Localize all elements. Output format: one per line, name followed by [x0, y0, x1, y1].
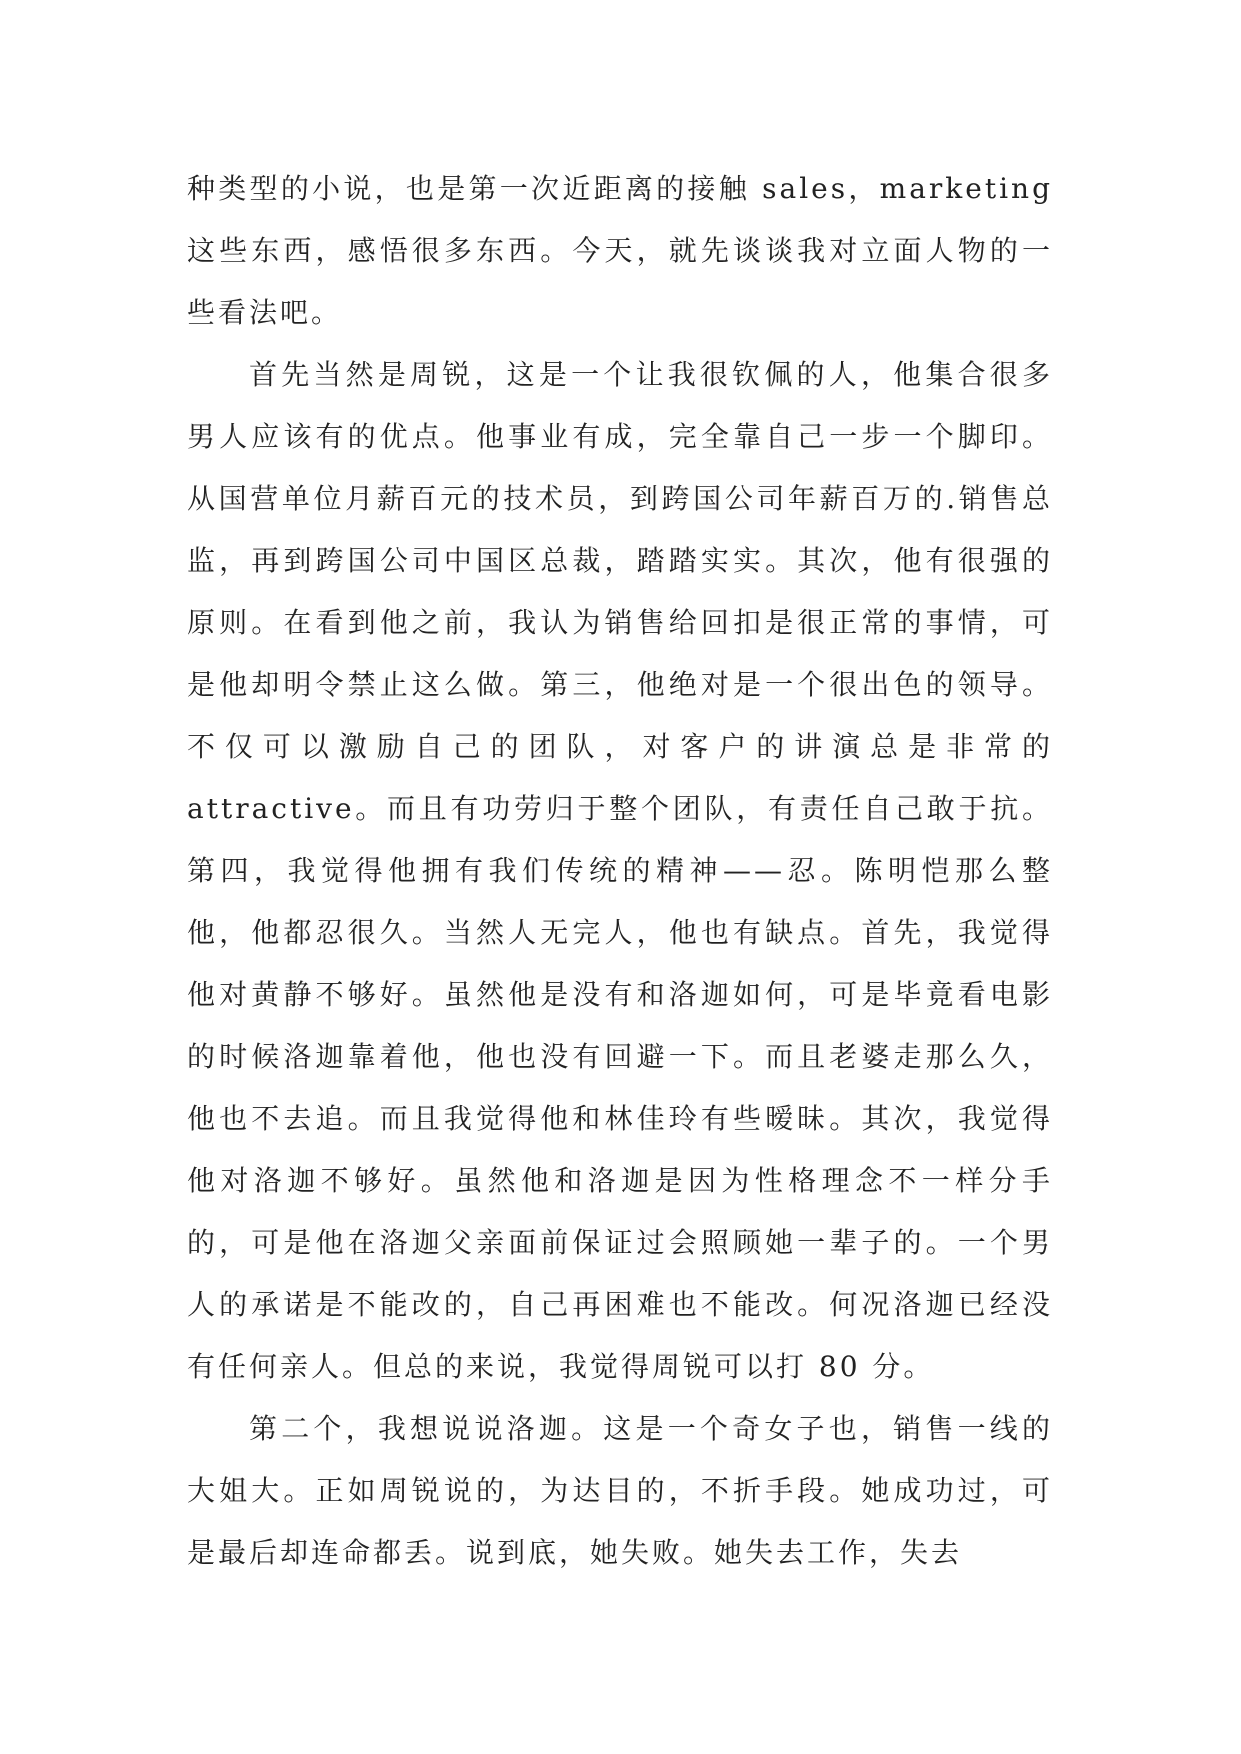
paragraph-2: 首先当然是周锐，这是一个让我很钦佩的人，他集合很多男人应该有的优点。他事业有成，完全靠自己一步一个脚印。从国营单位月薪百元的技术员，到跨国公司年薪百万的.销售总监，再到跨国公司中国区总裁，踏踏实实。其次，他有很强的原则。在看到他之前，我认为销售给回扣是很正常的事情，可是他却明令禁止这么做。第三，他绝对是一个很出色的领导。不仅可以激励自己的团队，对客户的讲演总是非常的 attractive。而且有功劳归于整个团队，有责任自己敢于抗。第四，我觉得他拥有我们传统的精神——忍。陈明恺那么整他，他都忍很久。当然人无完人，他也有缺点。首先，我觉得他对黄静不够好。虽然他是没有和洛迦如何，可是毕竟看电影的时候洛迦靠着他，他也没有回避一下。而且老婆走那么久，他也不去追。而且我觉得他和林佳玲有些暧昧。其次，我觉得他对洛迦不够好。虽然他和洛迦是因为性格理念不一样分手的，可是他在洛迦父亲面前保证过会照顾她一辈子的。一个男人的承诺是不能改的，自己再困难也不能改。何况洛迦已经没有任何亲人。但总的来说，我觉得周锐可以打 80 分。	[187, 358, 1053, 1383]
document-body	[187, 158, 1053, 1584]
paragraph-1: 种类型的小说，也是第一次近距离的接触 sales，marketing 这些东西，感悟很多东西。今天，就先谈谈我对立面人物的一些看法吧。	[187, 172, 1053, 329]
paragraph-3: 第二个，我想说说洛迦。这是一个奇女子也，销售一线的大姐大。正如周锐说的，为达目的，不折手段。她成功过，可是最后却连命都丢。说到底，她失败。她失去工作，失去	[187, 1412, 1053, 1569]
